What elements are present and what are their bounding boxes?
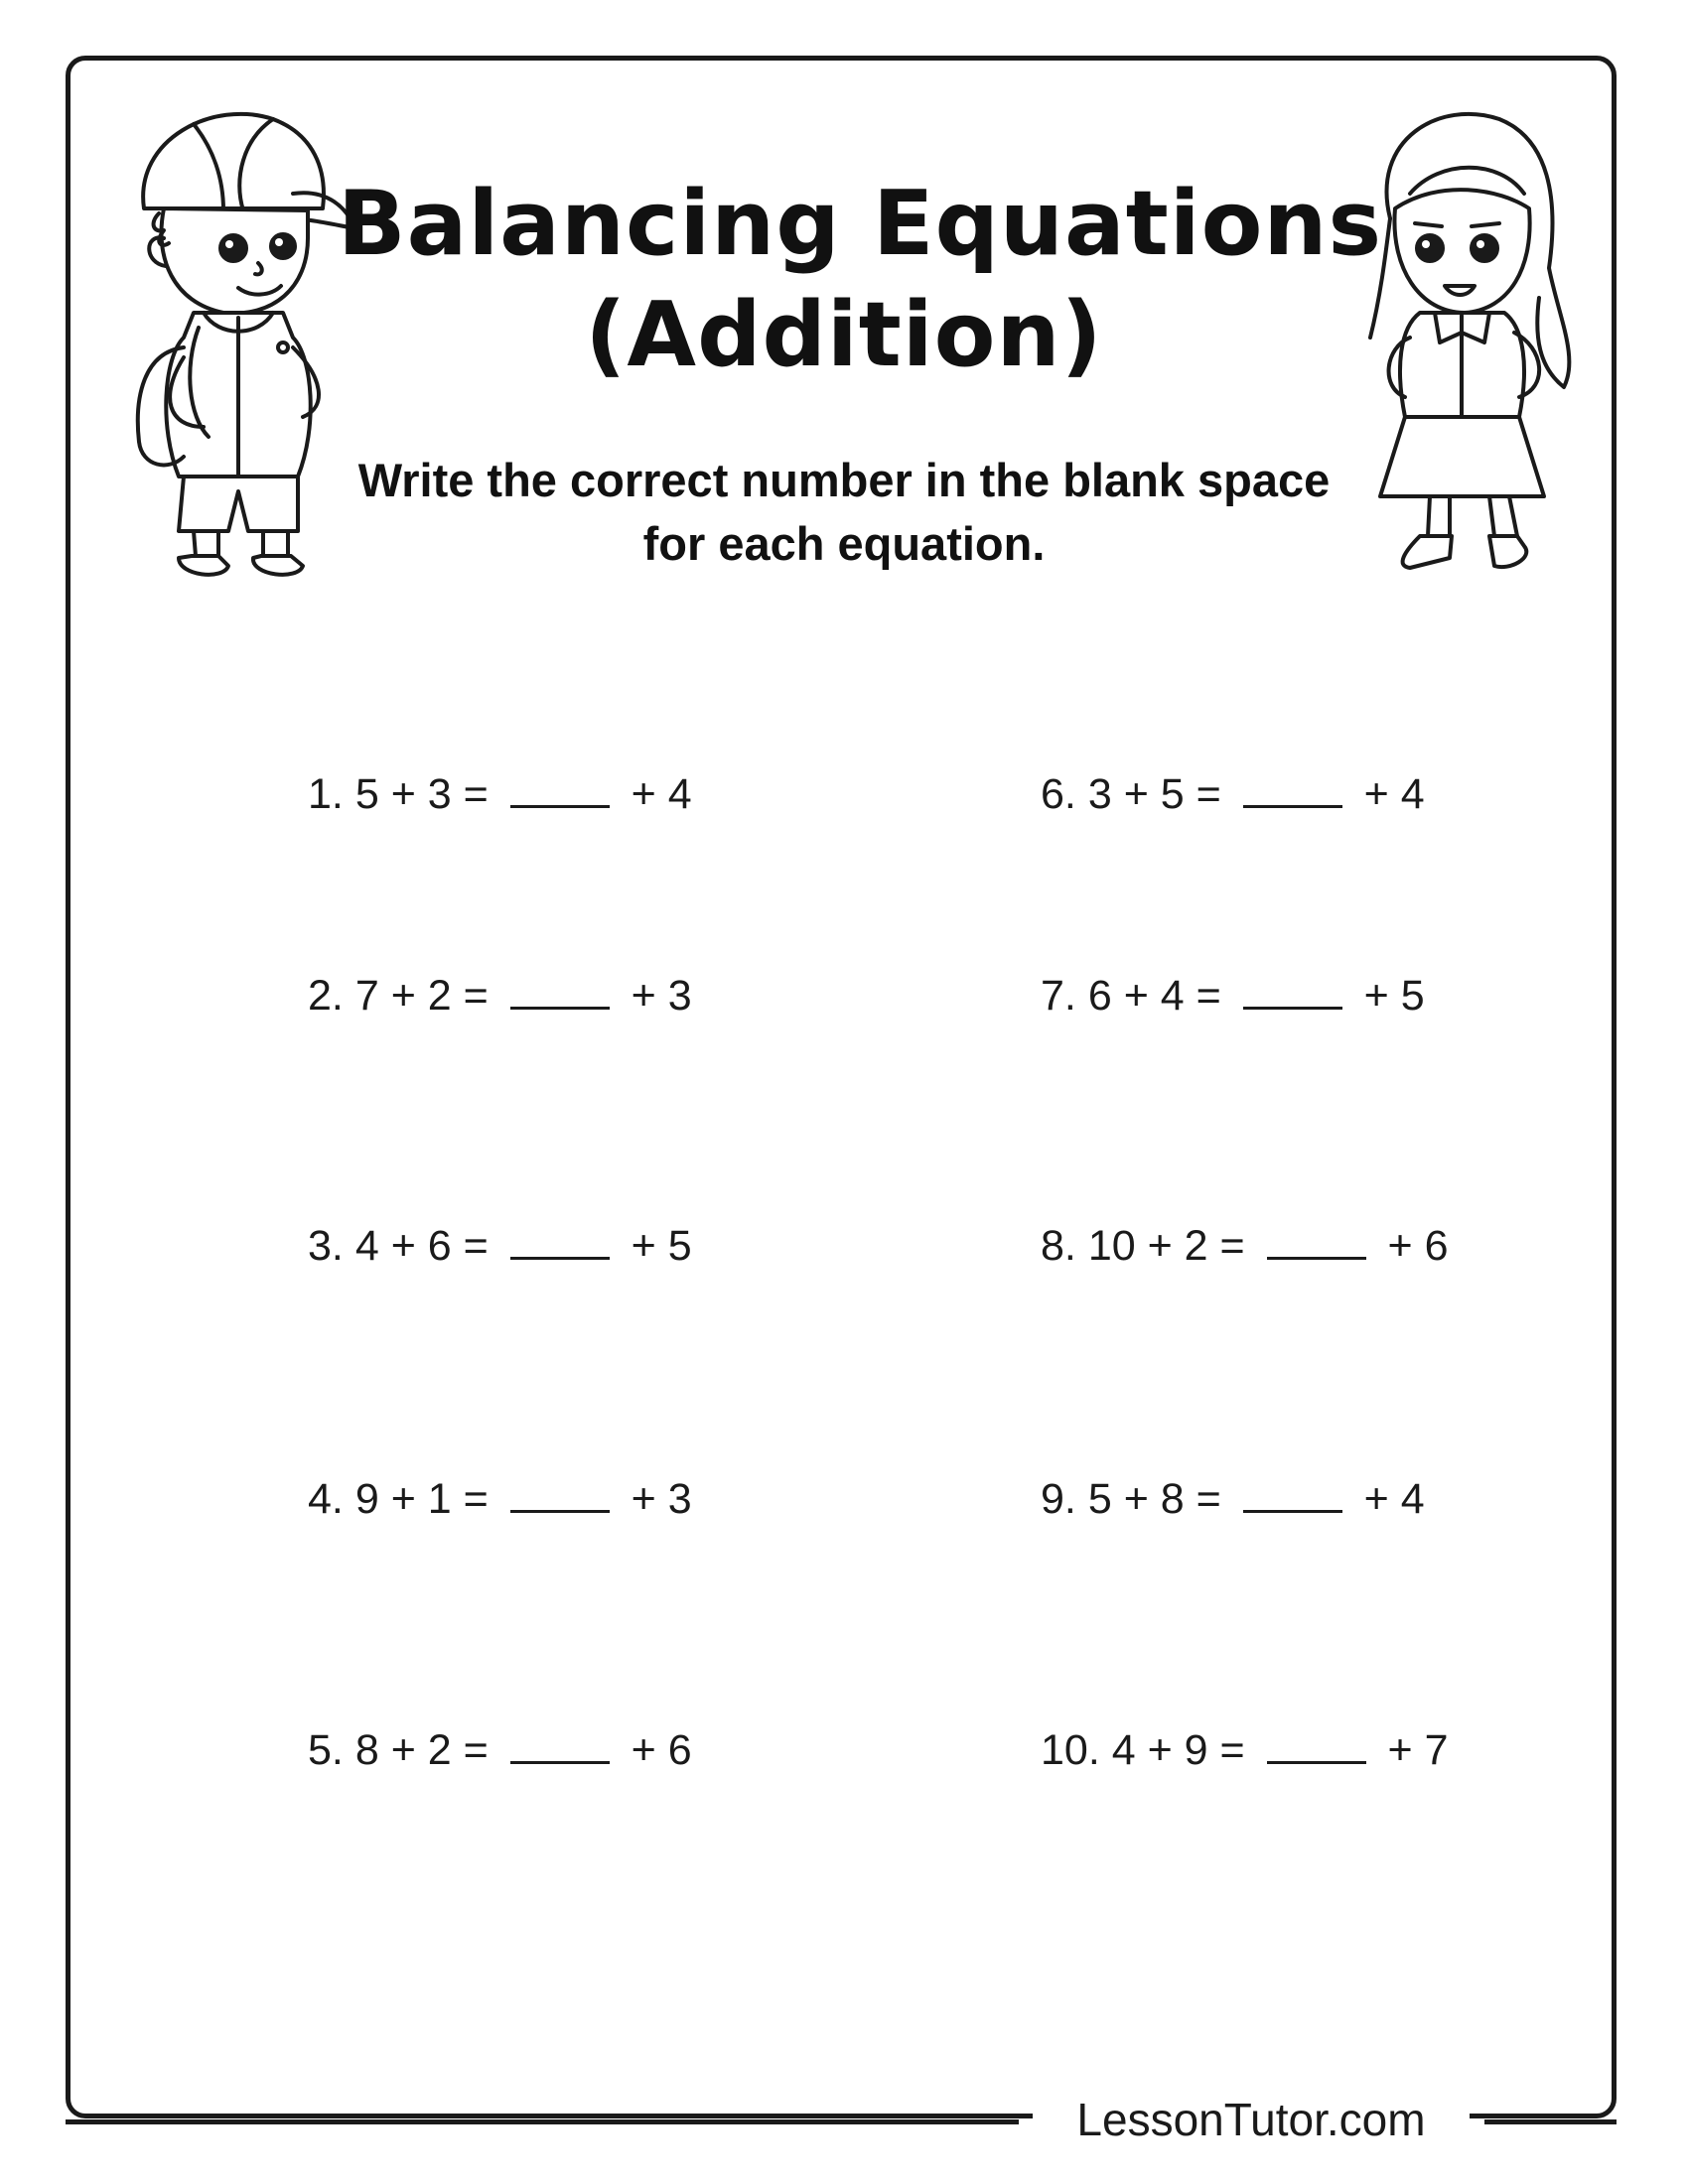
problem-number: 8. xyxy=(1041,1222,1076,1270)
problem-9 xyxy=(1041,1474,1425,1524)
problem-number: 3. xyxy=(308,1222,344,1270)
footer-site-link[interactable]: LessonTutor.com xyxy=(1033,2090,1470,2149)
problem-right-side: + 7 xyxy=(1387,1726,1449,1774)
girl-with-backpack-icon xyxy=(1350,99,1579,576)
problem-right-side: + 3 xyxy=(631,972,692,1020)
answer-blank[interactable] xyxy=(1243,971,1342,1010)
footer xyxy=(0,2090,1688,2149)
problem-number: 10. xyxy=(1041,1726,1100,1774)
problem-10 xyxy=(1041,1725,1449,1775)
instruction-line-2: for each equation. xyxy=(642,517,1046,570)
problem-number: 9. xyxy=(1041,1475,1076,1523)
problem-number: 4. xyxy=(308,1475,344,1523)
problem-7 xyxy=(1041,971,1425,1021)
answer-blank[interactable] xyxy=(1267,1221,1366,1260)
answer-blank[interactable] xyxy=(510,769,610,808)
problem-right-side: + 5 xyxy=(1363,972,1425,1020)
problem-left-side: 5 + 3 = xyxy=(354,770,489,818)
problem-3 xyxy=(308,1221,692,1271)
boy-with-backpack-icon xyxy=(124,99,352,586)
title-line-2: (Addition) xyxy=(585,283,1103,387)
problem-left-side: 10 + 2 = xyxy=(1087,1222,1245,1270)
worksheet-title xyxy=(338,169,1383,391)
problem-left-side: 6 + 4 = xyxy=(1087,972,1221,1020)
footer-divider-left xyxy=(66,2119,1019,2124)
problem-left-side: 8 + 2 = xyxy=(354,1726,489,1774)
problem-number: 7. xyxy=(1041,972,1076,1020)
problem-5 xyxy=(308,1725,692,1775)
answer-blank[interactable] xyxy=(510,1725,610,1764)
problem-number: 2. xyxy=(308,972,344,1020)
problem-right-side: + 6 xyxy=(1387,1222,1449,1270)
problem-right-side: + 6 xyxy=(631,1726,692,1774)
problem-right-side: + 3 xyxy=(631,1475,692,1523)
problem-left-side: 7 + 2 = xyxy=(354,972,489,1020)
problem-right-side: + 4 xyxy=(631,770,692,818)
problem-left-side: 9 + 1 = xyxy=(354,1475,489,1523)
problem-8 xyxy=(1041,1221,1449,1271)
problem-right-side: + 4 xyxy=(1363,1475,1425,1523)
instructions xyxy=(328,449,1360,576)
problem-left-side: 4 + 6 = xyxy=(354,1222,489,1270)
title-line-1: Balancing Equations xyxy=(338,172,1383,276)
problem-6 xyxy=(1041,769,1425,819)
answer-blank[interactable] xyxy=(1243,1474,1342,1513)
problem-left-side: 4 + 9 = xyxy=(1111,1726,1245,1774)
problem-number: 5. xyxy=(308,1726,344,1774)
problem-4 xyxy=(308,1474,692,1524)
answer-blank[interactable] xyxy=(1267,1725,1366,1764)
instruction-line-1: Write the correct number in the blank space xyxy=(357,454,1331,506)
problem-1 xyxy=(308,769,692,819)
problem-right-side: + 5 xyxy=(631,1222,692,1270)
problem-right-side: + 4 xyxy=(1363,770,1425,818)
answer-blank[interactable] xyxy=(510,971,610,1010)
answer-blank[interactable] xyxy=(1243,769,1342,808)
problem-number: 6. xyxy=(1041,770,1076,818)
footer-divider-right xyxy=(1484,2119,1617,2124)
answer-blank[interactable] xyxy=(510,1221,610,1260)
problem-number: 1. xyxy=(308,770,344,818)
problem-left-side: 5 + 8 = xyxy=(1087,1475,1221,1523)
problem-2 xyxy=(308,971,692,1021)
problem-left-side: 3 + 5 = xyxy=(1087,770,1221,818)
answer-blank[interactable] xyxy=(510,1474,610,1513)
